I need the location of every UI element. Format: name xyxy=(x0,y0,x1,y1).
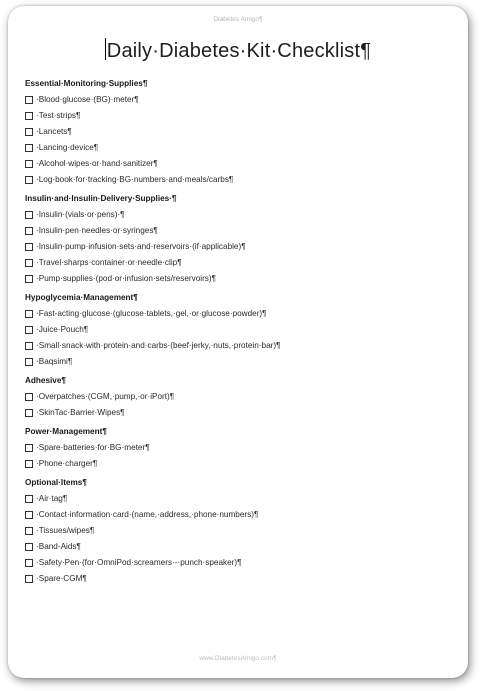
checklist-item-label: ·SkinTac·Barrier·Wipes¶ xyxy=(36,408,125,417)
checklist-item[interactable] xyxy=(25,542,455,552)
checklist-item-label: ·Log·book·for·tracking·BG·numbers·and·meals/carbs¶ xyxy=(36,175,234,184)
checklist-item-label: ·Safety·Pen·(for·OmniPod·screamers·-·punch·speaker)¶ xyxy=(36,558,242,567)
checkbox-icon[interactable] xyxy=(25,128,33,136)
checklist-item[interactable] xyxy=(25,127,455,137)
checkbox-icon[interactable] xyxy=(25,112,33,120)
checklist-item-label: ·Overpatches·(CGM,·pump,·or·iPort)¶ xyxy=(36,392,175,401)
checklist-item[interactable] xyxy=(25,95,455,105)
checklist-item-label: ·Baqsimi¶ xyxy=(36,357,73,366)
checklist-item-label: ·Juice·Pouch¶ xyxy=(36,325,89,334)
checkbox-icon[interactable] xyxy=(25,96,33,104)
checklist-item[interactable] xyxy=(25,143,455,153)
checklist-item[interactable] xyxy=(25,558,455,568)
checkbox-icon[interactable] xyxy=(25,227,33,235)
checklist xyxy=(25,309,455,367)
checklist-item[interactable] xyxy=(25,111,455,121)
checklist-item-label: ·Spare·CGM¶ xyxy=(36,574,87,583)
checklist-item[interactable] xyxy=(25,341,455,351)
section-heading: Power·Management¶ xyxy=(25,427,107,436)
checkbox-icon[interactable] xyxy=(25,575,33,583)
checklist xyxy=(25,210,455,284)
checklist-item[interactable] xyxy=(25,159,455,169)
checklist-item[interactable] xyxy=(25,210,455,220)
checklist-item-label: ·Insulin·pen·needles·or·syringes¶ xyxy=(36,226,158,235)
checkbox-icon[interactable] xyxy=(25,511,33,519)
checkbox-icon[interactable] xyxy=(25,211,33,219)
checkbox-icon[interactable] xyxy=(25,342,33,350)
checklist-item-label: ·Phone·charger¶ xyxy=(36,459,98,468)
document-page xyxy=(8,6,468,678)
checklist-item-label: ·Contact·information·card·(name,·address,·phone·numbers)¶ xyxy=(36,510,259,519)
checklist-item[interactable] xyxy=(25,258,455,268)
checklist-item[interactable] xyxy=(25,526,455,536)
section-heading: Hypoglycemia·Management¶ xyxy=(25,293,138,302)
checkbox-icon[interactable] xyxy=(25,543,33,551)
checklist-item[interactable] xyxy=(25,408,455,418)
checklist-item-label: ·Test·strips¶ xyxy=(36,111,81,120)
checkbox-icon[interactable] xyxy=(25,527,33,535)
checklist-item-label: ·Insulin·pump·infusion·sets·and·reservoirs·(if·applicable)¶ xyxy=(36,242,246,251)
checkbox-icon[interactable] xyxy=(25,243,33,251)
checklist xyxy=(25,95,455,185)
checklist-item[interactable] xyxy=(25,357,455,367)
checklist xyxy=(25,443,455,469)
checklist-item-label: ·Air·tag¶ xyxy=(36,494,68,503)
section-heading: Optional·Items¶ xyxy=(25,478,87,487)
page-title[interactable]: Daily·Diabetes·Kit·Checklist¶ xyxy=(106,40,372,62)
checklist-item[interactable] xyxy=(25,443,455,453)
checklist-item-label: ·Lancets¶ xyxy=(36,127,72,136)
checklist-item[interactable] xyxy=(25,574,455,584)
text-cursor xyxy=(105,38,106,60)
checkbox-icon[interactable] xyxy=(25,393,33,401)
checklist-item-label: ·Small·snack·with·protein·and·carbs·(beef·jerky,·nuts,·protein·bar)¶ xyxy=(36,341,281,350)
checkbox-icon[interactable] xyxy=(25,460,33,468)
checklist-item-label: ·Insulin·(vials·or·pens)·¶ xyxy=(36,210,125,219)
checkbox-icon[interactable] xyxy=(25,275,33,283)
checkbox-icon[interactable] xyxy=(25,310,33,318)
checkbox-icon[interactable] xyxy=(25,144,33,152)
checkbox-icon[interactable] xyxy=(25,358,33,366)
checklist-item[interactable] xyxy=(25,325,455,335)
checklist-item-label: ·Lancing·device¶ xyxy=(36,143,99,152)
checklist-item[interactable] xyxy=(25,494,455,504)
checklist-item-label: ·Tissues/wipes¶ xyxy=(36,526,95,535)
checklist xyxy=(25,494,455,584)
checklist-item-label: ·Spare·batteries·for·BG·meter¶ xyxy=(36,443,150,452)
checkbox-icon[interactable] xyxy=(25,160,33,168)
checkbox-icon[interactable] xyxy=(25,326,33,334)
checkbox-icon[interactable] xyxy=(25,259,33,267)
section-heading: Essential·Monitoring·Supplies¶ xyxy=(25,79,148,88)
checklist-item[interactable] xyxy=(25,175,455,185)
checklist-item[interactable] xyxy=(25,309,455,319)
checkbox-icon[interactable] xyxy=(25,559,33,567)
checkbox-icon[interactable] xyxy=(25,444,33,452)
checklist-body xyxy=(25,79,455,590)
checklist-item-label: ·Travel·sharps·container·or·needle·clip¶ xyxy=(36,258,182,267)
checklist-item[interactable] xyxy=(25,392,455,402)
page-header-note: Diabetes Amigo¶ xyxy=(213,16,263,23)
section-heading: Adhesive¶ xyxy=(25,376,66,385)
page-footer-note: www.DiabetesAmigo.com¶ xyxy=(199,655,277,662)
checklist-item[interactable] xyxy=(25,459,455,469)
checklist xyxy=(25,392,455,418)
section-heading: Insulin·and·Insulin·Delivery·Supplies·¶ xyxy=(25,194,177,203)
checklist-item-label: ·Pump·supplies·(pod·or·infusion·sets/reservoirs)¶ xyxy=(36,274,217,283)
checkbox-icon[interactable] xyxy=(25,176,33,184)
checklist-item[interactable] xyxy=(25,274,455,284)
checklist-item-label: ·Blood·glucose·(BG)·meter¶ xyxy=(36,95,139,104)
checkbox-icon[interactable] xyxy=(25,495,33,503)
checklist-item-label: ·Band-Aids¶ xyxy=(36,542,81,551)
checklist-item-label: ·Alcohol·wipes·or·hand·sanitizer¶ xyxy=(36,159,158,168)
checklist-item-label: ·Fast-acting·glucose·(glucose·tablets,·gel,·or·glucose·powder)¶ xyxy=(36,309,267,318)
checklist-item[interactable] xyxy=(25,242,455,252)
checkbox-icon[interactable] xyxy=(25,409,33,417)
checklist-item[interactable] xyxy=(25,510,455,520)
title-line[interactable] xyxy=(8,38,468,63)
checklist-item[interactable] xyxy=(25,226,455,236)
